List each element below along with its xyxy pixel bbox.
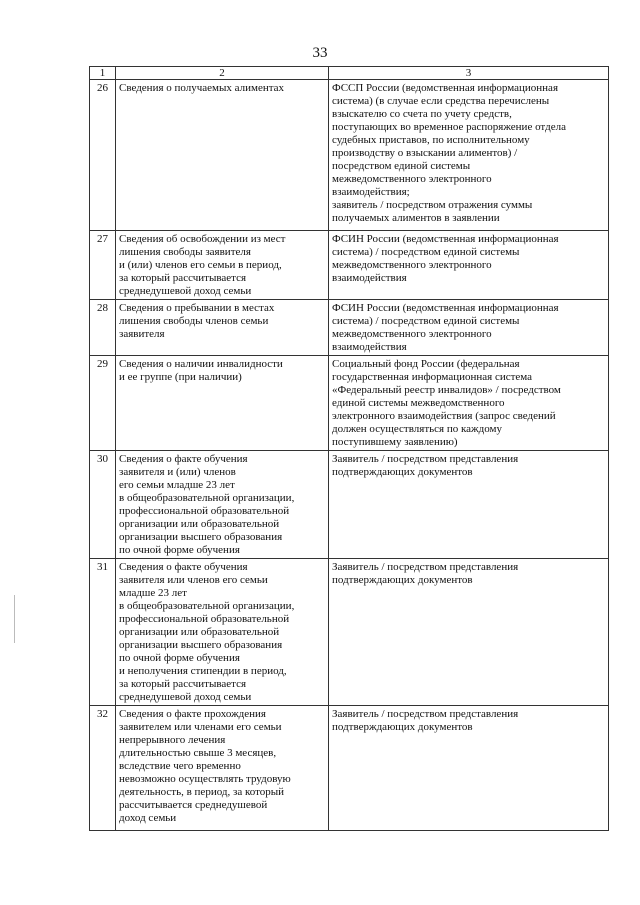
information-cell	[116, 706, 329, 831]
row-number: 26	[90, 80, 116, 231]
table-header-row	[90, 67, 609, 80]
source-text: ФССП России (ведомственная информационная система) (в случае если средства перечислены взыскателю со счета по учету средств, поступающих во временное распоряжение отдела судебных приставов, по исполнительному производству о взыскании алиментов) / посредством единой системы межведомственного электронного взаимодействия; заявитель / посредством отражения суммы получаемых алиментов в заявлении	[332, 82, 566, 224]
information-cell	[116, 559, 329, 706]
source-text: Заявитель / посредством представления подтверждающих документов	[332, 453, 519, 478]
page-number: 33	[312, 45, 328, 61]
table-row	[90, 231, 609, 300]
table-row	[90, 559, 609, 706]
information-text: Сведения о факте обучения заявителя и (или) членов его семьи младше 23 лет в общеобразовательной организации, профессиональной образовательной организации или образовательной организации высшего образования по очной форме обучения	[119, 453, 295, 556]
source-text: Заявитель / посредством представления подтверждающих документов	[332, 708, 519, 733]
column-header-information: 2	[116, 67, 329, 80]
information-text: Сведения о факте обучения заявителя или членов его семьи младше 23 лет в общеобразовательной организации, профессиональной образовательной организации или образовательной организации высшего образования по очной форме обучения и неполучения стипендии в период, за который рассчитывается среднедушевой доход семьи	[119, 561, 295, 703]
row-number: 28	[90, 300, 116, 356]
source-cell	[329, 356, 609, 451]
table-row	[90, 300, 609, 356]
row-number: 29	[90, 356, 116, 451]
information-text: Сведения о факте прохождения заявителем или членами его семьи непрерывного лечения длительностью свыше 3 месяцев, вследствие чего временно невозможно осуществлять трудовую деятельность, в период, за который рассчитывается среднедушевой доход семьи	[119, 708, 291, 824]
table-row	[90, 451, 609, 559]
column-header-source: 3	[329, 67, 609, 80]
information-cell	[116, 451, 329, 559]
column-header-number: 1	[90, 67, 116, 80]
document-table	[89, 66, 609, 831]
source-text: ФСИН России (ведомственная информационная система) / посредством единой системы межведомственного электронного взаимодействия	[332, 233, 559, 284]
information-cell	[116, 231, 329, 300]
table-row	[90, 356, 609, 451]
row-number: 31	[90, 559, 116, 706]
table-row	[90, 706, 609, 831]
information-text: Сведения о наличии инвалидности и ее группе (при наличии)	[119, 358, 283, 383]
row-number: 32	[90, 706, 116, 831]
information-cell	[116, 300, 329, 356]
information-text: Сведения о получаемых алиментах	[119, 82, 285, 94]
scan-margin-line	[14, 595, 16, 643]
source-text: Заявитель / посредством представления подтверждающих документов	[332, 561, 519, 586]
source-cell	[329, 451, 609, 559]
source-cell	[329, 706, 609, 831]
source-cell	[329, 231, 609, 300]
information-text: Сведения о пребывании в местах лишения свободы членов семьи заявителя	[119, 302, 275, 340]
information-cell	[116, 356, 329, 451]
source-text: ФСИН России (ведомственная информационная система) / посредством единой системы межведомственного электронного взаимодействия	[332, 302, 559, 353]
information-text: Сведения об освобождении из мест лишения свободы заявителя и (или) членов его семьи в период, за который рассчитывается среднедушевой доход семьи	[119, 233, 286, 297]
row-number: 30	[90, 451, 116, 559]
source-cell	[329, 300, 609, 356]
information-cell	[116, 80, 329, 231]
table-row	[90, 80, 609, 231]
source-cell	[329, 80, 609, 231]
source-text: Социальный фонд России (федеральная государственная информационная система «Федеральный реестр инвалидов» / посредством единой системы межведомственного электронного взаимодействия (запрос сведений должен осуществляться по каждому поступившему заявлению)	[332, 358, 561, 448]
row-number: 27	[90, 231, 116, 300]
source-cell	[329, 559, 609, 706]
